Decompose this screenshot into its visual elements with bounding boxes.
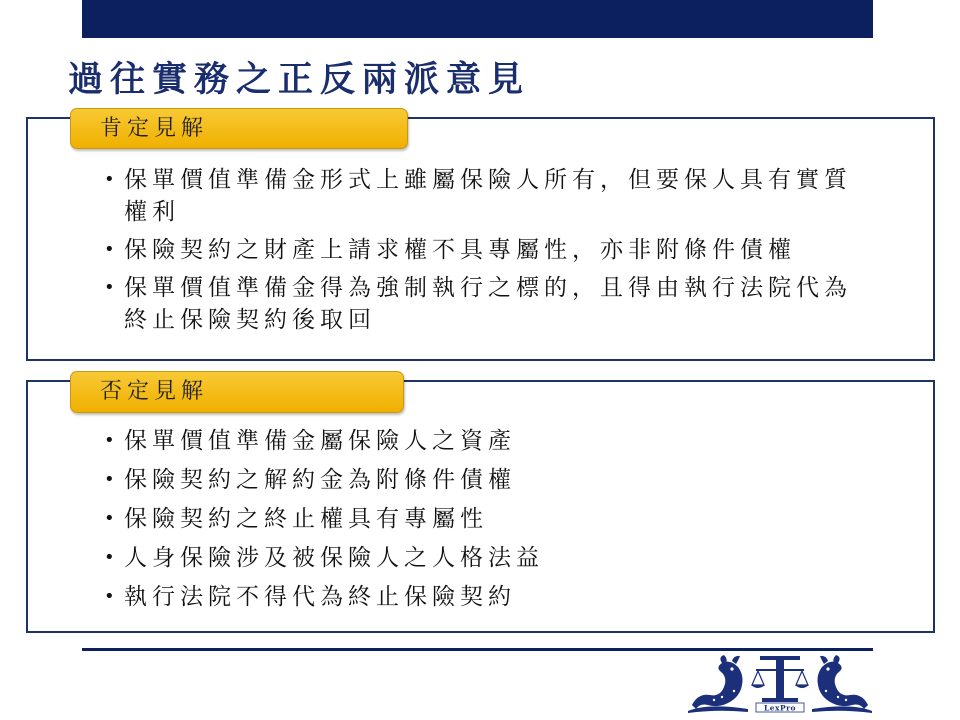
list-item-text: 執行法院不得代為終止保險契約 [124, 584, 516, 610]
slide-title: 過往實務之正反兩派意見 [68, 59, 531, 100]
list-item-text: 保單價值準備金屬保險人之資產 [124, 428, 516, 454]
list-item [104, 272, 874, 336]
affirmative-view-tab [70, 108, 408, 149]
list-item-text: 人身保險涉及被保險人之人格法益 [124, 545, 544, 571]
list-item-text: 保險契約之解約金為附條件債權 [124, 467, 516, 493]
list-item-text: 保險契約之財產上請求權不具專屬性，亦非附條件債權 [124, 237, 796, 263]
list-item [104, 503, 874, 535]
scales-icon [751, 656, 809, 702]
bullet-icon: • [104, 430, 115, 451]
logo-text: LexPro [763, 703, 797, 713]
bottom-divider [82, 648, 873, 651]
list-item [104, 425, 874, 457]
list-item [104, 464, 874, 496]
section-label: 肯定見解 [100, 116, 209, 141]
bullet-icon: • [104, 508, 115, 529]
list-item [104, 164, 874, 228]
bullet-icon: • [104, 586, 115, 607]
list-item [104, 234, 874, 266]
dragon-icon [688, 655, 748, 713]
list-item [104, 581, 874, 613]
bullet-icon: • [104, 169, 115, 190]
section-label: 否定見解 [100, 379, 209, 404]
bullet-icon: • [104, 277, 115, 298]
bullet-icon: • [104, 547, 115, 568]
list-item-text: 保險契約之終止權具有專屬性 [124, 506, 488, 532]
affirmative-view-list [104, 164, 874, 342]
bullet-icon: • [104, 239, 115, 260]
negative-view-tab [70, 371, 404, 413]
bullet-icon: • [104, 469, 115, 490]
list-item [104, 542, 874, 574]
dragon-icon [812, 655, 872, 713]
lexpro-logo [688, 653, 872, 713]
top-banner-bar [82, 0, 873, 38]
negative-view-list [104, 425, 874, 620]
list-item-text: 保單價值準備金形式上雖屬保險人所有，但要保人具有實質權利 [124, 167, 852, 225]
list-item-text: 保單價值準備金得為強制執行之標的，且得由執行法院代為終止保險契約後取回 [124, 275, 852, 333]
